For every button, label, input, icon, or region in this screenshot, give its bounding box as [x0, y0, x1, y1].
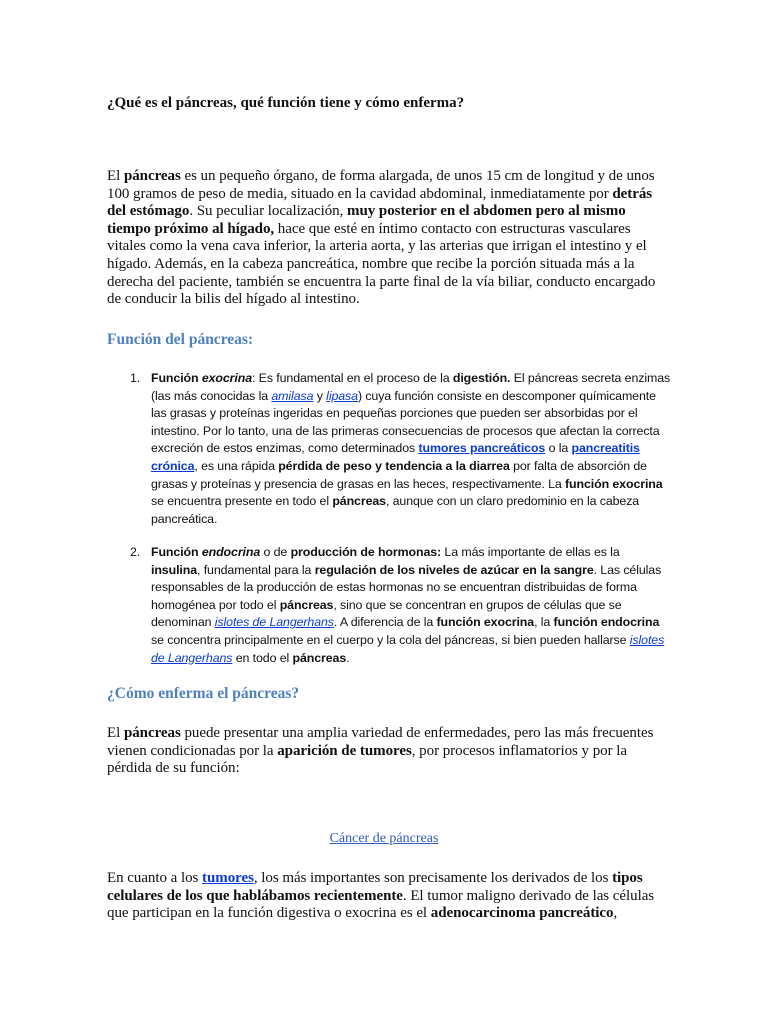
text: , los más importantes son precisamente los derivados de los: [253, 870, 613, 886]
bold-text: Función: [151, 371, 202, 385]
text: El: [107, 168, 124, 184]
text: es un pequeño órgano, de forma alargada, de unos 15 cm de longitud y de unos 100 gramos de peso de media, situado en la cavidad abdominal, inmediatamente por: [107, 168, 655, 202]
text: . Las células responsables de la producción de estas hormonas no se encuentran distribuidas de forma homogénea por todo el: [151, 562, 662, 612]
bold-text: Función: [151, 545, 202, 559]
link-islotes-langerhans-2[interactable]: islotes de Langerhans: [151, 632, 665, 665]
link-tumores-pancreaticos[interactable]: tumores pancreáticos: [418, 441, 546, 456]
list-number: 1.: [130, 371, 141, 385]
bold-text: tipos celulares de los que hablábamos recientemente: [107, 870, 643, 904]
intro-paragraph: [107, 168, 667, 309]
text: y: [313, 388, 327, 403]
text: puede presentar una amplia variedad de enfermedades, pero las más frecuentes vienen condicionadas por la: [107, 725, 654, 759]
text: , por procesos inflamatorios y por la pérdida de su función:: [107, 742, 627, 777]
text: : Es fundamental en el proceso de la: [252, 371, 453, 385]
link-amilasa[interactable]: amilasa: [271, 388, 314, 403]
text: o de: [260, 545, 291, 559]
list-item-endocrina: [130, 544, 671, 667]
text: . A diferencia de la: [333, 615, 437, 630]
text: En cuanto a los: [107, 870, 203, 886]
bold-text: función exocrina: [436, 615, 535, 630]
text: o la: [545, 441, 572, 456]
text: hace que esté en íntimo contacto con estructuras vasculares vitales como la vena cava inferior, la arteria aorta, y las arterias que irrigan el intestino y el hígado. Además, en la cabeza pancreática, nombre que recibe la porción situada más a la derecha del paciente, también se encuentra la parte final de la vía biliar, conducto encargado de conducir la bilis del hígado al intestino.: [107, 220, 656, 308]
bold-text: insulina: [151, 562, 198, 577]
text: La más importante de ellas es la: [441, 545, 620, 559]
list-item-exocrina: [130, 370, 671, 528]
bold-text: páncreas: [332, 494, 386, 509]
text: , es una rápida: [194, 458, 279, 473]
text: por falta de absorción de grasas y proteínas y presencia de grasas en las heces, respectivamente. La: [151, 458, 647, 491]
bold-text: detrás del estómago: [107, 185, 653, 220]
section-heading-funcion: Función del páncreas:: [107, 331, 254, 348]
bold-text: pérdida de peso y tendencia a la diarrea: [278, 458, 510, 473]
link-tumores[interactable]: tumores: [202, 870, 254, 886]
text: El: [107, 725, 124, 741]
bold-italic-text: exocrina: [201, 371, 252, 385]
bold-text: función exocrina: [565, 476, 663, 491]
bold-text: muy posterior en el abdomen pero al mismo tiempo próximo al hígado,: [107, 203, 626, 237]
bold-text: digestión.: [452, 371, 511, 385]
text: se concentra principalmente en el cuerpo y la cola del páncreas, si bien pueden hallarse: [151, 632, 630, 647]
link-lipasa[interactable]: lipasa: [326, 388, 358, 403]
text: ) cuya función consiste en descomponer químicamente las grasas y proteínas ingeridas en pequeñas porciones que pueden ser absorbidas por el intestino. Por lo tanto, una de las primeras consecuencias de procesos que afectan la correcta excreción de estos enzimas, como determinados: [151, 388, 660, 456]
link-pancreatitis-cronica[interactable]: pancreatitis crónica: [151, 441, 640, 473]
bold-text: páncreas: [123, 725, 181, 741]
text: se encuentra presente en todo el: [151, 494, 333, 509]
text: , fundamental para la: [197, 562, 315, 577]
text: ,: [613, 905, 618, 922]
bold-text: aparición de tumores: [277, 742, 412, 759]
list-number: 2.: [130, 545, 141, 559]
text: . El tumor maligno derivado de las células que participan en la función digestiva o exocrina es el: [107, 887, 655, 922]
text: , la: [534, 615, 554, 630]
bold-text: función endocrina: [553, 615, 660, 630]
tumores-paragraph: [107, 870, 667, 923]
enfermedades-paragraph: [107, 725, 667, 778]
bold-text: regulación de los niveles de azúcar en la sangre: [314, 562, 594, 577]
text: .: [346, 650, 350, 665]
text: en todo el: [232, 650, 293, 665]
bold-text: páncreas: [123, 168, 181, 184]
text: , sino que se concentran en grupos de células que se denominan: [151, 597, 622, 630]
bold-text: páncreas: [292, 650, 347, 665]
link-cancer-de-pancreas[interactable]: Cáncer de páncreas: [329, 831, 439, 846]
text: , aunque con un claro predominio en la cabeza pancreática.: [151, 494, 640, 526]
page-title: ¿Qué es el páncreas, qué función tiene y cómo enferma?: [107, 95, 465, 111]
link-islotes-langerhans[interactable]: islotes de Langerhans: [214, 615, 334, 630]
bold-text: páncreas: [279, 597, 334, 612]
text: . Su peculiar localización,: [189, 203, 348, 220]
bold-text: adenocarcinoma pancreático: [430, 905, 614, 922]
bold-text: producción de hormonas:: [290, 545, 442, 559]
bold-italic-text: endocrina: [201, 545, 261, 559]
section-heading-como-enferma: ¿Cómo enferma el páncreas?: [107, 685, 300, 702]
text: El páncreas secreta enzimas (las más conocidas la: [151, 371, 671, 403]
